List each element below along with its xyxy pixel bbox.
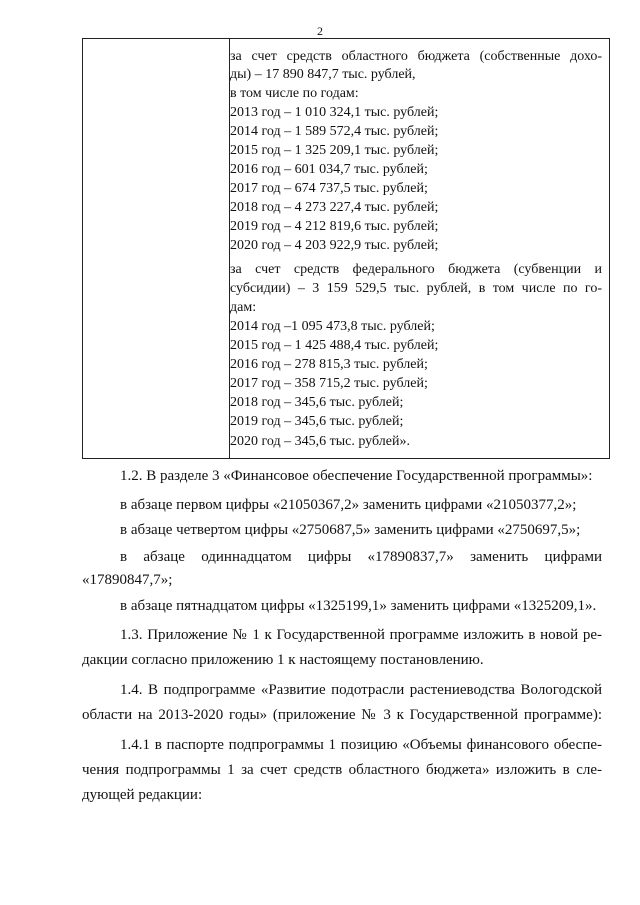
paragraph-line: области на 2013-2020 годы» (приложение № 3 к Государственной программе): [82, 707, 602, 723]
paragraph-line: дакции согласно приложению 1 к настоящему постановлению. [82, 652, 484, 668]
table-line: 2014 год – 1 589 572,4 тыс. рублей; [230, 124, 439, 139]
table-line: 2019 год – 345,6 тыс. рублей; [230, 414, 404, 429]
paragraph-line: 1.2. В разделе 3 «Финансовое обеспечение Государственной программы»: [120, 468, 593, 484]
paragraph-line: дующей редакции: [82, 787, 203, 803]
table-line: 2015 год – 1 425 488,4 тыс. рублей; [230, 338, 439, 353]
table-line: 2018 год – 345,6 тыс. рублей; [230, 395, 404, 410]
paragraph-line: в абзаце одиннадцатом цифры «17890837,7» заменить цифрами [120, 549, 602, 565]
page-number: 2 [317, 24, 323, 38]
table-line: субсидии) – 3 159 529,5 тыс. рублей, в том числе по го- [230, 281, 602, 296]
table-line: 2017 год – 674 737,5 тыс. рублей; [230, 181, 428, 196]
table-line: 2019 год – 4 212 819,6 тыс. рублей; [230, 219, 439, 234]
table-line: в том числе по годам: [230, 86, 359, 101]
paragraph-line: 1.3. Приложение № 1 к Государственной программе изложить в новой ре- [120, 627, 602, 643]
table-line: ды) – 17 890 847,7 тыс. рублей, [230, 67, 416, 82]
paragraph-line: «17890847,7»; [82, 572, 173, 588]
table-line: дам: [230, 300, 257, 315]
paragraph-line: чения подпрограммы 1 за счет средств областного бюджета» изложить в сле- [82, 762, 602, 778]
table-left-cell [83, 39, 230, 458]
paragraph-line: в абзаце пятнадцатом цифры «1325199,1» заменить цифрами «1325209,1». [120, 598, 597, 614]
table-line: 2014 год –1 095 473,8 тыс. рублей; [230, 319, 435, 334]
table-line: 2016 год – 278 815,3 тыс. рублей; [230, 357, 428, 372]
table-line: 2018 год – 4 273 227,4 тыс. рублей; [230, 200, 439, 215]
table-line: 2015 год – 1 325 209,1 тыс. рублей; [230, 143, 439, 158]
table-line: 2016 год – 601 034,7 тыс. рублей; [230, 162, 428, 177]
table-line: 2020 год – 345,6 тыс. рублей». [230, 434, 410, 449]
table-line: за счет средств федерального бюджета (субвенции и [230, 262, 602, 277]
paragraph-line: в абзаце четвертом цифры «2750687,5» заменить цифрами «2750697,5»; [120, 522, 581, 538]
paragraph-line: 1.4.1 в паспорте подпрограммы 1 позицию «Объемы финансового обеспе- [120, 737, 602, 753]
table-line: 2017 год – 358 715,2 тыс. рублей; [230, 376, 428, 391]
table-line: 2020 год – 4 203 922,9 тыс. рублей; [230, 238, 439, 253]
table-line: за счет средств областного бюджета (собственные дохо- [230, 49, 602, 64]
paragraph-line: 1.4. В подпрограмме «Развитие подотрасли растениеводства Вологодской [120, 682, 602, 698]
paragraph-line: в абзаце первом цифры «21050367,2» заменить цифрами «21050377,2»; [120, 497, 577, 513]
table-line: 2013 год – 1 010 324,1 тыс. рублей; [230, 105, 439, 120]
